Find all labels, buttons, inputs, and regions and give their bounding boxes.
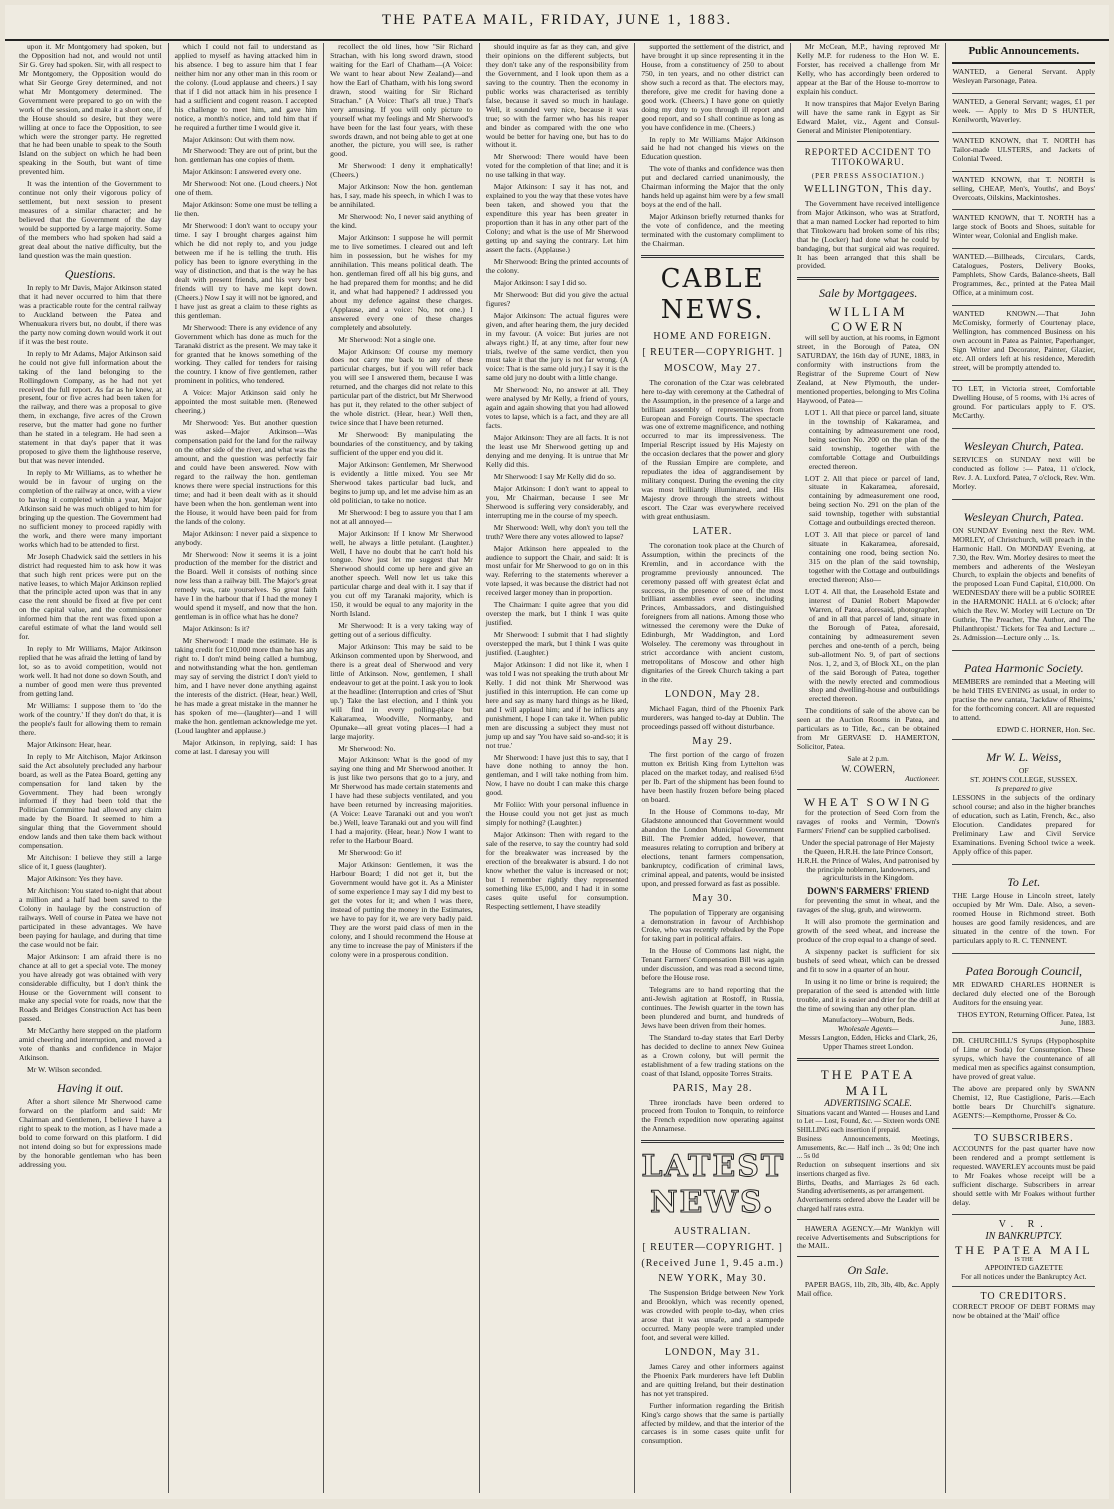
ad-text: TO LET, in Victoria street, Comfortable Dwelling House, of 5 rooms, with 1¼ acres of ground. For particulars apply to F. O'S. McCarthy.	[952, 383, 1096, 420]
dateline: LONDON, May 31.	[664, 1347, 761, 1358]
paragraph: Major Atkinson: If I know Mr Sherwood well, he always a little petulant. (Laughter.) Well, I have no doubt that he can't hold his tongue. Now just let me suggest that Mr Sherwood should come up here and give an another speech. Well now let us take this particular charge and deal with it. I say that if you cut off my Taranaki majority, which is 150, it would be equal to any majority in the North Island.	[330, 528, 473, 619]
column-5	[635, 43, 791, 1493]
paragraph: Mr Sherwood: I deny it emphatically! (Cheers.)	[330, 161, 473, 180]
paragraph: Major Atkinson: I suppose he will permit me to live sometimes. I cleared out and left him in possession, but he wishes for my annihilation. This means political death. The hon. gentleman fired off all his big guns, and he had prepared them for months; and he did it, and what had happened? I addressed you about my defence against these charges. (Applause, and a voice: No, not one.) I answered every one of these charges completely and absolutely.	[330, 233, 473, 332]
paragraph: Mr Aitchison: You stated to-night that about a million and a half had been saved to the Colony in haulage by the construction of railways. Well of course in Patea we have not participated in these advantages. We have been paying for haulage, and during that time the case would not be fair.	[19, 886, 162, 949]
columns	[13, 43, 1101, 1493]
paragraph: In reply to Mr Adams, Major Atkinson said he could not give full information about the taking of the land belonging to the Rollingdown Company, as he had not yet received the full report. As far as he knew, at present, four or five acres had been taken for the railway, and there was a proposal to give them, in exchange, five acres of the Crown reserve, but the matter had gone no further than he stated in a telegram. He had seen a statement in that day's paper that it was proposed to give them the lighthouse reserve, but that was never intended.	[19, 348, 162, 466]
lot-number: LOT 1.	[804, 407, 828, 417]
paragraph: Under the special patronage of Her Majesty the Queen, H.R.H. the late Prince Consort, H.R.H. the Prince of Wales, And patronised by the principle noblemen, landowners, and agriculturists in the Kingdom.	[797, 837, 940, 883]
paragraph: Mr Sherwood: I submit that I had slightly overstepped the mark, but I think I was quite justified. (Laughter.)	[485, 630, 629, 658]
divider	[797, 141, 940, 142]
ad-text: ON SUNDAY Evening next the Rev. WM. MORLEY, of Christchurch, will preach in the Harmonic Hall. On MONDAY Evening, at 7.30, the Rev. Wm. Morley desires to meet the members and adherents of the Wesleyan Church, to explain the objects and benefits of the proposed Loan Fund Capital, £10,000. On WEDNESDAY there will be a public SOIREE in the HARMONIC HALL at 6 o'clock; after which the Rev. W. Morley will Lecture on 'Dr Guthrie, The Preacher, The Author, and The Philanthropist.' Tickets for Tea and Lecture ... 2s. Admission—Lecture only ... 1s.	[952, 525, 1096, 643]
newspaper-page	[5, 5, 1109, 1499]
appointed-gazette: APPOINTED GAZETTE	[984, 1263, 1063, 1273]
ad-text: WANTED.—Billheads, Circulars, Cards, Catalogues, Posters, Delivery Books, Pamphlets, Show Cards, Balance-sheets, Ball Programmes, &c., printed at the Patea Mail Office, at a minimum cost.	[952, 252, 1096, 298]
section-heading-questions: Questions.	[64, 266, 116, 281]
tutor-heading: Mr W. L. Weiss,	[986, 749, 1062, 764]
paragraph: The vote of thanks and confidence was then put and declared carried unanimously, the Chairman informing the Major that the only hands held up against him were by a few small boys at the end of the hall.	[641, 164, 784, 210]
lot-item	[797, 475, 940, 529]
bankruptcy-notice	[952, 1215, 1095, 1287]
to-let-notice	[952, 865, 1095, 954]
dateline: NEW YORK, May 30.	[658, 1273, 767, 1285]
paragraph: Mr Sherwood: Yes. But another question was asked—Major Atkinson—Was compensation paid for the land for the railway on the other side of the river, and what was the amount, and the question was perfectly fair and could have been answered. Now with regard to the railway the hon. gentleman knows there were special instructions for this time; and had it been dealt with as it should have been when the hon. gentleman went into the House, it would have been paid for from the lands of the colony.	[174, 418, 318, 526]
paragraph: The first portion of the cargo of frozen mutton ex British King from Lyttelton was placed on the market today, and realised 6½d per lb. Part of the shipment has been found to have been hastily frozen before being placed on board.	[641, 750, 784, 805]
classified-ad	[952, 306, 1095, 381]
column-6	[791, 43, 947, 1493]
tutor-notice	[952, 740, 1095, 865]
dateline: May 30.	[692, 892, 733, 904]
farmers-friend-heading: DOWN'S FARMERS' FRIEND	[807, 886, 930, 897]
manufactory: Manufactory—Woburn, Beds.	[822, 1015, 915, 1025]
paragraph: will sell by auction, at his rooms, in Egmont street, in the Borough of Patea, ON SATURDAY, the 16th day of JUNE, 1883, in conformity with instructions from the Registrar of the Supreme Court of New Zealand, at New Plymouth, the under-mentioned properties, belonging to Mrs Colina Haywood, of Patea—	[796, 333, 940, 405]
paragraph: recollect the old lines, how "Sir Richard Strachan, with his long sword drawn, stood waiting for the Earl of Chatham—(A Voice: We want to hear about New Zealand)—and how the Earl of Chatham, with his long sword drawn, stood waiting for Sir Richard Strachan." (A Voice: That's all true.) That's very amusing. If you will only picture to yourself what my feelings and Mr Sherwood's have been for the last four years, with these swords drawn, and not being able to get at one another, the picture, you will see, is rather good.	[330, 43, 473, 159]
paragraph: Major Atkinson: This may be said to be Atkinson commented upon by Sherwood, and there is a great deal of Sherwood and very little of Atkinson. Now, gentlemen, I shall endeavour to get at the point. I ask you to look at the headline: (Interruption and cries of 'Shut up.') Take the last election, and I think you will find in every polling-place but Kakaramea, Woodville, Normanby, and Opunake—all great voting places—I had a large majority.	[330, 642, 473, 741]
council-heading: Patea Borough Council,	[965, 963, 1083, 978]
auctioneer-name: WILLIAM COWERN	[828, 303, 908, 334]
paragraph: In using it no lime or brine is required; the preparation of the seed is attended with little trouble, and it is easier and drier for the drill at the time of sowing than any other plan.	[796, 976, 940, 1013]
creditors-heading: TO CREDITORS.	[980, 1291, 1068, 1303]
paragraph: Mr Sherwood: There would have been voted for the completion of that line; and it is no use talking in that way.	[485, 152, 629, 180]
paragraph: Mr Sherwood: I say Mr Kelly did do so.	[493, 471, 616, 481]
classified-ad	[952, 94, 1095, 133]
advertising-scale-heading: ADVERTISING SCALE.	[824, 1097, 912, 1108]
paragraph: The coronation took place at the Church of Assumption, within the precincts of the Kremlin, and in accordance with the programme previously announced. The ceremony passed off with greatest éclat and success, in the presence of one of the most brilliant assemblies ever seen, including Princes, Ambassadors, and distinguished foreigners from all nations. Among those who witnessed the ceremony were the Duke of Edinburgh, Mr Waddington, and Lord Wolseley. The ceremony was throughout in strict accordance with ancient custom, metropolitans of Moscow and other high dignitaries of the Greek Church taking a part in the rite.	[641, 540, 784, 685]
paragraph: In reply to Mr Williams, as to whether he would be in favour of urging on the completion of the railway at once, with a view to having it completed within a year, Major Atkinson said he was much obliged to him for bringing up the question. The Government had no sufficient money to proceed rapidly with the work, and there were many important works which had to be attended to first.	[19, 468, 162, 549]
received-note: (Received June 1, 9.45 a.m.)	[641, 1257, 784, 1269]
column-2	[169, 43, 325, 1493]
paragraph: which I could not fail to understand as applied to myself as having attacked him in his absence. I beg to assure him that I fear neither him nor any other man in this room or the colony. (Loud applause and cheers.) I say that if I did not attack him in his presence I had a sufficient and cogent reason. I accepted his challenge to meet him, and gave him notice, a month's notice, and told him that if he required a further time I would give it.	[174, 43, 318, 132]
latest-news-heading: LATEST NEWS.	[641, 1149, 786, 1220]
paragraph: Mr Sherwood: Well, why don't you tell the truth? Were there any votes allowed to lapse?	[485, 522, 629, 541]
paragraph: supported the settlement of the district, and have brought it up since representing it in the House, from a constituency of 250 to about 750, in ten years, and no other district can show such a record as that. The electors may, therefore, give me credit for having done a good work. (Cheers.) I have gone on quietly doing my duty to you through ill report and good report, and so I shall continue as long as you have confidence in me. (Cheers.)	[641, 43, 784, 132]
sale-heading: Sale by Mortgagees.	[819, 286, 918, 301]
paragraph: Michael Fagan, third of the Phoenix Park murderers, was hanged to-day at Dublin. The proceedings passed off without disturbance.	[641, 703, 784, 731]
paragraph: Mr Sherwood: By manipulating the boundaries of the constituency, and by taking sufficient of the upper end you did it.	[330, 430, 473, 457]
dateline: MOSCOW, May 27.	[663, 362, 762, 374]
church-heading: Wesleyan Church, Patea.	[963, 509, 1084, 524]
wheat-sowing-heading: WHEAT SOWING	[803, 794, 933, 809]
church-notice	[952, 500, 1095, 652]
mail-title: THE PATEA MAIL	[820, 1067, 916, 1098]
home-foreign-subheading: HOME AND FOREIGN.	[653, 331, 772, 343]
ad-text: SERVICES on SUNDAY next will be conducted as follow :— Patea, 11 o'clock, Rev. J. A. Luxford. Patea, 7 o'clock, Rev. Wm. Morley.	[952, 454, 1096, 491]
dateline: WELLINGTON, This day.	[804, 184, 933, 195]
agents: Messrs Langton, Edden, Hicks and Clark, 26, Upper Thames street London.	[799, 1033, 938, 1052]
paragraph: It will also promote the germination and growth of the seed wheat, and increase the produce of the crop equal to a change of seed.	[796, 916, 940, 944]
paragraph: Mr Sherwood: Now it seems it is a joint production of the member for the district and the Board. Well it consists of nothing since now less than a railway bill. The Major's great remedy was, rate yourselves. So great faith have I in the harbour that if I had the money I would spend it myself, and now that the hon. gentleman is in office what has he done?	[174, 549, 318, 622]
classified-ad	[952, 210, 1095, 249]
paragraph: Mr Sherwood: There is any evidence of any Government which has done as much for the Taranaki district as the present. We may take it for granted that he knows something of the working. They called for tenders for raising the country. I know of five gentlemen, rather prominent in politics, who tendered.	[174, 322, 318, 386]
advertising-scale	[797, 1109, 940, 1214]
paragraph: Mr Sherwood: No, I never said anything of the kind.	[330, 212, 473, 231]
to-let-heading: To Let.	[1007, 874, 1041, 889]
classified-ad	[952, 172, 1095, 211]
bankruptcy-heading: IN BANKRUPTCY.	[985, 1231, 1063, 1243]
ad-text: WANTED KNOWN, that T. NORTH is selling, CHEAP, Men's, Youths', and Boys' Overcoats, Oilskins, Mackintoshes.	[952, 174, 1096, 202]
classified-ad	[952, 133, 1095, 172]
divider	[797, 1058, 940, 1061]
dateline: May 29.	[692, 735, 733, 747]
royal-cipher: V. R.	[998, 1219, 1049, 1231]
lot-number: LOT 2.	[804, 473, 830, 483]
dateline: PARIS, May 28.	[672, 1082, 753, 1094]
paragraph: It now transpires that Major Evelyn Baring will have the same rank in Egypt as Sir Edward Malet, viz., Agent and Consul-General and Minister Plenipotentiary.	[796, 98, 940, 135]
lot-item	[797, 531, 940, 585]
masthead: THE PATEA MAIL, FRIDAY, JUNE 1, 1883.	[5, 5, 1109, 41]
mail-title: THE PATEA MAIL	[954, 1243, 1093, 1258]
paragraph: Mr Aitchison: I believe they still a large slice of it, I guess (laughter).	[19, 853, 162, 872]
ad-text: ACCOUNTS for the past quarter have now been rendered and a prompt settlement is requested. WAVERLEY accounts must be paid to Mr Foakes whose receipt will be a sufficient discharge. Subscribers in arrear should settle with Mr Foakes without further delay.	[952, 1143, 1096, 1207]
lot-text: All that piece or parcel of land, situate in Kakaramea, aforesaid, containing by admeasurement one rood, being section No. 291 on the plan of the said township, together with substantial Cottage and outbuildings erected thereon.	[808, 473, 940, 528]
signature: THOS EYTON, Returning Officer. Patea, 1st June, 1883.	[957, 1009, 1096, 1028]
tutor-prep: Is prepared to give	[995, 784, 1053, 794]
paragraph: Major Atkinson: Is it?	[182, 624, 250, 634]
paragraph: HAWERA AGENCY.—Mr Wanklyn will receive Advertisements and Subscriptions for the MAIL.	[796, 1223, 940, 1251]
paragraph: Major Atkinson: I answered every one.	[182, 167, 302, 177]
lot-number: LOT 4.	[804, 586, 829, 596]
sale-time: Sale at 2 p.m.	[847, 754, 889, 764]
paragraph: In reply to Mr Davis, Major Atkinson stated that it had never occurred to him that there was a practicable route for the central railway to Auckland between the Patea and Whenuakura rivers but, no doubt, if there was the party now coming down would work it out if it was the best route.	[19, 283, 162, 346]
ad-text: WANTED, a General Servant; wages, £1 per week. — Apply to Mrs D S HUNTER, Kenilworth, Waverley.	[952, 96, 1096, 124]
paragraph: Major Atkinson: Of course my memory does not carry me back to any of these particular charges, but if you will refer back you will see I answered them, because I was returned, and the charges did not relate to this particular part of the district, but Mr Sherwood has put it, they related to the other subject of the whole district. (Hear, hear.) Well then, twice since that I have been returned.	[330, 346, 473, 428]
ad-text: MEMBERS are reminded that a Meeting will be held THIS EVENING as usual, in order to practise the new cantata, 'Jackdaw of Rheims,' for the forthcoming concert. All are requested to attend.	[952, 677, 1096, 723]
paragraph: In reply to Mr Aitchison, Major Atkinson said the Act absolutely precluded any harbour board, as well as the Patea Board, getting any compensation for land taken by the Government. They had been wrongly informed if they had been told that the Politician Committee had allowed any claim made by the Board. It seemed to him a singular thing that the Government should endow lands and then take them back without compensation.	[19, 751, 162, 851]
paragraph: The Government have received intelligence from Major Atkinson, who was at Stratford, that a man named Locker had reported to him that Titokowaru had broken some of his ribs; that he (Locker) had done what he could by bandaging, but that surgical aid was required. It has been arranged that this shall be provided.	[796, 198, 940, 271]
paragraph: Major Atkinson: Now the hon. gentleman has, I say, made his speech, in which I was to be annihilated.	[330, 182, 473, 210]
divider	[797, 789, 940, 790]
paragraph: Mr Sherwood: I made the estimate. He is taking credit for £10,000 more than he has any right to. I don't mind being called a humbug, and notwithstanding what the hon. gentleman may say of serving the district I don't yield to him, and I have never done anything against the interests of the district. (Hear, hear.) Well, he has made a great mistake in the manner he has spoken of me—(laughter)—and I will make the hon. gentleman acknowledge me yet. (Loud laughter and applause.)	[174, 636, 318, 735]
classified-ad	[952, 381, 1095, 429]
paragraph: Major Atkinson here appealed to the audience to support the Chair, and said: It is most unfair for Mr Sherwood to go on in this way. Referring to the statements wherever a vote lapsed, it was because the district had not received larger money than in proportion.	[485, 543, 629, 598]
paragraph: In reply to Mr Williams, Major Atkinson replied that he was afraid the letting of land by lot, so as to avoid competition, would not work well. It had not done so down South, and a number of good men were thus prevented from getting land.	[19, 644, 162, 698]
paragraph: James Carey and other informers against the Phoenix Park murderers have left Dublin and are quitting Ireland, but their destination has not yet transpired.	[641, 1361, 784, 1398]
paragraph: Major Atkinson: Gentlemen, Mr Sherwood is evidently a little mixed. You see Mr Sherwood takes particular bad luck, and begins to jump up, and let me advise him as an old politician, to take no notice.	[330, 459, 473, 505]
divider	[797, 1256, 940, 1257]
paragraph: In the House of Commons last night, the Tenant Farmers' Compensation Bill was again under discussion, and was read a second time, before the House rose.	[641, 946, 784, 983]
lot-text: All that piece or parcel land, situate in the township of Kakaramea, and containing by admeasurement one rood, being section No. 200 on the plan of the said township, together with the comfortable Cottage and Outbuildings erected thereon.	[808, 407, 940, 471]
sale-role: Auctioneer.	[905, 773, 940, 783]
paragraph: Major Atkinson: They are all facts. It is not the least use Mr Sherwood getting up and denying and me denying. It is untrue that Mr Kelly did this.	[485, 433, 629, 469]
paragraph: Mr Sherwood: Bring the printed accounts of the colony.	[485, 256, 629, 275]
paragraph: Three ironclads have been ordered to proceed from Toulon to Tonquin, to reinforce the French expedition now operating against the Annamese.	[641, 1097, 784, 1134]
press-association-note: (PER PRESS ASSOCIATION.)	[811, 171, 925, 180]
scale-row: Business Announcements, Meetings, Amusements, &c.— Half inch ... 3s 0d; One inch ... 5s 0d	[796, 1134, 940, 1161]
is-the: IS THE	[1014, 1257, 1033, 1264]
lot-item	[797, 409, 940, 472]
paragraph: The Standard to-day states that Earl Derby has decided to decline to annex New Guinea as a Crown colony, but will permit the establishment of a few trading stations on the coast of that Island, opposite Torres Straits.	[641, 1032, 784, 1078]
paragraph: Major Atkinson: The actual figures were given, and after hearing them, the jury decided in my favour. (A voice: But juries are not always right.) If, at any time, after four new trials, twelve of the same verdict, then you must take it that the jury is not far wrong. (A voice: That is the same old jury.) I say it is the same old jury no doubt with a little change.	[485, 310, 629, 383]
on-sale-heading: On Sale.	[847, 1263, 889, 1278]
agents-heading: Wholesale Agents—	[837, 1024, 899, 1034]
lot-text: All that piece or parcel of land situate in Kakaramea, aforesaid, containing one rood, being section No. 315 on the plan of the said township, together with the Cottage and outbuildings erected thereon; Also—	[808, 530, 940, 585]
column-4	[480, 43, 636, 1493]
paragraph: Major Atkinson: I say it has not, and explained to you the way that these votes have been taken, and showed you that the expenditure this year has been greater in proportion than it has in any other part of the Colony; and what is the use of Mr Sherwood getting up and saying the contrary. Let him assert the facts. (Applause.)	[485, 182, 629, 254]
paragraph: for preventing the smut in wheat, and the ravages of the slug, grub, and wireworm.	[796, 896, 940, 914]
paragraph: The coronation of the Czar was celebrated here to-day with ceremony at the Cathedral of the Assumption, in the presence of a large and brilliant assembly of representatives from European and Foreign Courts. The spectacle was one of extreme magnificence, and nothing occurred to mar its impressiveness. The Imperial Rescript issued by His Majesty on the occasion declares that the power and glory of the Russian Empire are complete, and repudiates the idea of aggrandisement by military conquest. During the evening the city was most brilliantly illuminated, and His Majesty drove through the streets without escort. The Czar was everywhere received with great enthusiasm.	[641, 377, 784, 521]
reuter-copyright: [ REUTER—COPYRIGHT. ]	[642, 1241, 783, 1253]
ad-text: WANTED, a General Servant. Apply Wesleyan Parsonage, Patea.	[952, 66, 1096, 85]
paragraph: Major Atkinson briefly returned thanks for the vote of confidence, and the meeting terminated with the customary compliment to the Chairman.	[641, 212, 784, 249]
column-7	[946, 43, 1101, 1493]
paragraph: Mr Foliio: With your personal influence in the House could you not get just as much simply for nothing? (Laughter.)	[485, 800, 629, 828]
ad-text: DR. CHURCHILL'S Syrups (Hypophosphite of Lime or Soda) for Consumption. These syrups, which have the countenance of all medical men as specifics against consumption, have proved of great value.	[952, 1036, 1096, 1082]
paragraph: Major Atkinson: Out with them now.	[182, 134, 295, 144]
creditors-notice	[952, 1287, 1095, 1328]
paragraph: Major Atkinson: Gentlemen, it was the Harbour Board; I did not get it, but the Government would have got it. As a Minister of some experience I may say I did my best to get the votes for it; and when I was there, instead of putting the money in the Estimates, we have to pay for it, we are very badly paid. They are the worst paid class of men in the colony, and I should recommend the House at any time to increase the pay of Ministers if the colony were in a prosperous condition.	[330, 859, 473, 959]
dateline: LATER.	[692, 525, 733, 537]
lot-number: LOT 3.	[804, 530, 830, 540]
ad-text: CORRECT PROOF OF DEBT FORMS may now be obtained at the 'Mail' office	[952, 1302, 1096, 1320]
paragraph: should inquire as far as they can, and give their opinions on the different subjects, but they don't take any of the responsibility from the Government, and I look upon them as a saving to the country. Then the economy in public works was characterised as terribly false, because it saved so much in haulage. Well, it sounded very nice, because it was true; so with the farmer who has his reaper and binder as compared with the one who would be better for having one, but has to do without it.	[485, 43, 629, 150]
ad-text: WANTED KNOWN, that T. NORTH has a large stock of Boots and Shoes, suitable for Winter wear, Colonial and English make.	[952, 213, 1096, 241]
paragraph: Mr McCarthy here stepped on the platform amid cheering and interruption, and moved a vote of thanks and confidence in Major Atkinson.	[19, 1026, 162, 1063]
paragraph: Major Atkinson: I am afraid there is no chance at all to get a special vote. The money you have already got was obtained with very considerable difficulty, but I don't think the House or the Government will consent to make any special vote for roads, now that the Roads and Bridges Construction Act has been passed.	[19, 951, 162, 1024]
paragraph: upon it. Mr Montgomery had spoken, but the Opposition had not, and would not until Sir G. Grey had spoken. Sir, with all respect to Mr Montgomery, the Opposition would do what Sir George Grey determined, and not what Mr Montgomery determined. The Government were prepared to go on with the work of the session, and make it a short one, if the House should so desire, but they were willing at once to face the Opposition, to see which were the stronger party. He regretted that he had been unable to speak to the South Island on the subject on which he had been speaking in the South, but want of time prevented him.	[19, 43, 162, 177]
ad-text: WANTED KNOWN, that T. NORTH has Tailor-made ULSTERS, and Jackets of Colonial Tweed.	[952, 135, 1096, 163]
paragraph: Mr Sherwood: I have just this to say, that I have done nothing to annoy the hon. gentleman, and I will take nothing from him. Now, I have no doubt I can make this charge good.	[485, 752, 629, 798]
paragraph: Major Atkinson, in replying, said: I has come at last. I daresay you will	[174, 737, 318, 756]
paragraph: Mr Sherwood: Not a single one.	[338, 334, 436, 344]
classified-ad	[952, 64, 1095, 94]
paragraph: Mr McCean, M.P., having reproved Mr Kelly M.P. for rudeness to the Hon W. E. Forster, has received a challenge from Mr Kelly, who has accordingly been ordered to appear at the Bar of the House to-morrow to explain his conduct.	[796, 43, 940, 96]
paragraph: Telegrams are to hand reporting that the anti-Jewish agitation at Rostoff, in Russia, continues. The Jewish quarter in the town has been plundered and burnt, and hundreds of Jews have been driven from their homes.	[641, 985, 784, 1030]
subscribers-heading: TO SUBSCRIBERS.	[973, 1133, 1074, 1145]
scale-row: Situations vacant and Wanted — Houses and Land to Let — Lost, Found, &c. — Sixteen words ONE SHILLING each insertion if prepaid.	[796, 1108, 940, 1135]
signature: EDWD C. HORNER, Hon. Sec.	[996, 725, 1096, 734]
council-notice	[952, 954, 1095, 1034]
society-heading: Patea Harmonic Society.	[963, 661, 1084, 676]
lot-text: All that, the Leasehold Estate and interest of Daniel Robert Mapowder Warren, of Patea, aforesaid, photographer, of and in all that parcel of land, situate in the Borough of Patea, aforesaid, containing by admeasurement seven perches and one-tenth of a perch, being sub-allotment No. 9, of part of sections Nos. 1, 2, and 3, of Block XI., on the plan of the said Borough of Patea, together with the newly erected and commodious shop and dwelling-house and outbuildings erected thereon.	[808, 586, 940, 704]
divider	[641, 1140, 784, 1143]
paragraph: Major Atkinson: Hear, hear.	[27, 739, 112, 749]
paragraph: Mr Williams: I suppose them to 'do the work of the country.' If they don't do that, it is the people's fault for allowing them to remain there.	[19, 700, 162, 737]
paragraph: Mr Sherwood: I beg to assure you that I am not at all annoyed—	[330, 507, 473, 526]
classified-ad	[952, 249, 1095, 306]
section-heading-having-it-out: Having it out.	[57, 1081, 124, 1096]
paragraph: Mr Sherwood: It is a very taking way of getting out of a serious difficulty.	[330, 621, 473, 640]
tutor-of: OF	[1018, 766, 1029, 776]
paragraph: After a short silence Mr Sherwood came forward on the platform and said: Mr Chairman and Gentlemen, I believe I have a right to speak to the motion, as I have made a bold to come forward on this platform. I did not intend doing so but for expressions made by the honorable gentleman who has been addressing you.	[19, 1097, 162, 1169]
paragraph: Mr Sherwood: Not one. (Loud cheers.) Not one of them.	[174, 179, 318, 198]
australian-subheading: AUSTRALIAN.	[673, 1226, 752, 1238]
paragraph: for the protection of Seed Corn from the ravages of rooks and Vermin, 'Down's Farmers' Friend' can be supplied carbolised.	[796, 807, 940, 835]
ad-text: THE Large House in Lincoln street, lately occupied by Mr Wm. Dale. Also, a seven-roomed House in Richmond street. Both houses are good family residences, and are situated in the centre of the town. For particulars apply to R. C. TENNENT.	[952, 890, 1096, 945]
paragraph: The Suspension Bridge between New York and Brooklyn, which was recently opened, was crowded with people to-day, when cries arose that it was unsafe, and a stampede occurred. Many people were trampled under foot, and several were killed.	[641, 1288, 784, 1343]
paragraph: Mr Sherwood: Go it!	[338, 848, 403, 858]
paragraph: Further information regarding the British King's cargo shows that the same is partially affected by mildew, and that the interior of the carcases is in some cases quite unfit for consumption.	[641, 1400, 784, 1446]
paragraph: Mr Sherwood: No, no answer at all. They were analysed by Mr Kelly, a friend of yours, again and again showing that you had allowed votes to lapse, which is a fact, and they are all facts.	[485, 385, 629, 431]
paragraph: Major Atkinson: I say I did so.	[493, 277, 587, 287]
paragraph: The population of Tipperary are organising a demonstration in favour of Archbishop Croke, who was recently rebuked by the Pope for taking part in political affairs.	[641, 907, 784, 944]
ad-text: WANTED KNOWN.—That John McComisky, formerly of Courtenay place, Wellington, has commenced Business on his own account in Patea as Painter, Paperhanger, Sign Writer and Decorator, Painter, Glazier, etc. All orders left at his residence, Meredith street, will be promptly attended to.	[952, 309, 1096, 372]
paragraph: It was the intention of the Government to continue not only their vigorous policy of settlement, but next session to present measures of a similar character; and he believed that the Government of the day would be supported by a large majority. Some of the members who had spoken had said a great deal about the native difficulty, but the land question was the main question.	[19, 179, 162, 260]
paragraph: Mr Sherwood: No.	[338, 743, 396, 753]
paragraph: Major Atkinson: I don't want to appeal to you, Mr Chairman, because I see Mr Sherwood is suffering very considerably, and interrupting me in the course of my speech.	[485, 483, 629, 520]
paragraph: Mr W. Wilson seconded.	[27, 1065, 102, 1075]
column-1	[13, 43, 169, 1493]
society-notice	[952, 651, 1095, 740]
paragraph: Major Atkinson: I never paid a sixpence to anybody.	[174, 528, 318, 547]
medicine-ad	[952, 1033, 1095, 1129]
paragraph: Mr Joseph Chadwick said the settlers in his district had requested him to ask how it was that such high rent prices were put on the native leases, to which Major Atkinson replied that the principle acted upon was that in any case the rent should be fixed at five per cent on the capital value, and the commissioner informed him that the rent was fixed upon a careful estimate of what the land would sell for.	[19, 551, 162, 642]
subscribers-notice	[952, 1129, 1095, 1215]
paragraph: Major Atkinson: I did not like it, when I was told I was not speaking the truth about Mr Kelly. I did not think Mr Sherwood was justified in this interruption. He can come up here and say as many hard things as he liked, and I will applaud him; and if he inflicts any punishment, I hope I can take it. When public men are discussing a subject they must not jump up and say 'You have said so-and-so; it is not true.'	[485, 660, 629, 750]
paragraph: Mr Sherwood: But did you give the actual figures?	[485, 289, 629, 308]
paragraph: PAPER BAGS, 1lb, 2lb, 3lb, 4lb, &c. Apply Mail office.	[796, 1279, 940, 1298]
church-notice	[952, 429, 1095, 500]
reuter-copyright: [ REUTER—COPYRIGHT. ]	[642, 347, 783, 359]
divider	[797, 277, 940, 280]
paragraph: In the House of Commons to-day, Mr Gladstone announced that Government would abandon the London Municipal Government Bill. The Premier added, however, that measures relating to corruption and bribery at elections, tenant farmers compensation, bankruptcy, codification of criminal laws, criminal appeal, and patents, would be insisted upon, and pressed forward as fast as possible.	[641, 807, 784, 888]
ad-text: The above are prepared only by SWANN Chemist, 12, Rue Castiglione, Paris.—Each bottle bears Dr Churchill's signature. AGENTS:—Kempthorne, Prosser & Co.	[952, 1084, 1096, 1121]
paragraph: Mr Sherwood: They are out of print, but the hon. gentleman has one copies of them.	[174, 146, 318, 165]
paragraph: Major Atkinson: Yes they have.	[27, 874, 123, 884]
paragraph: Mr Sherwood: I don't want to occupy your time. I say I brought charges against him which he did not reply to, and you judge between me if he is telling the truth. His policy has been to ignore everything in the way of distinction, and that is the way he has dealt with present friends, and his very best friends will try to have me kept down. (Cheers.) Now I say it will not be ignored, and I have just as great a claim to these rights as this gentleman.	[174, 221, 318, 320]
dateline: LONDON, May 28.	[664, 689, 761, 700]
paragraph: In reply to Mr Williams Major Atkinson said he had not changed his views on the Education question.	[641, 134, 784, 162]
paragraph: Major Atkinson: Some one must be telling a lie then.	[174, 200, 318, 219]
accident-heading: REPORTED ACCIDENT TO TITOKOWARU.	[804, 146, 932, 168]
paragraph: The conditions of sale of the above can be seen at the Auction Rooms in Patea, and particulars as to Title, &c., can be obtained from Mr GERVASE D. HAMERTON, Solicitor, Patea.	[796, 706, 940, 752]
public-announcements-heading: Public Announcements.	[952, 43, 1095, 64]
paragraph: The Chairman: I quite agree that you did overstep the mark, but I think I was quite justified.	[485, 600, 629, 628]
sale-signature: W. COWERN,	[841, 764, 895, 775]
scale-row: Advertisements ordered above the Leader will be charged half rates extra.	[796, 1196, 940, 1213]
tutor-college: ST. JOHN'S COLLEGE, SUSSEX.	[969, 775, 1078, 785]
divider	[797, 1219, 940, 1220]
column-3	[324, 43, 480, 1493]
scale-row: Reduction on subsequent insertions and six insertions charged as five.	[796, 1161, 940, 1178]
lot-item	[797, 588, 940, 704]
cable-news-heading: CABLE NEWS.	[660, 263, 765, 325]
paragraph: Major Atkinson: What is the good of my saying one thing and Mr Sherwood another. It is just like two persons that go to a jury, and Mr Sherwood has made certain statements and I have had these subjects ventilated, and you have been returned by increasing majorities. (A Voice: Leave Taranaki out and you won't be.) Well, leave Taranaki out and you will find I had a majority. (Hear, hear.) Now I want to refer to the Harbour Board.	[330, 755, 473, 846]
scale-row: Births, Deaths, and Marriages 2s 6d each. Standing advertisements, as per arrangement.	[796, 1178, 940, 1196]
paragraph: A Voice: Major Atkinson said only he appointed the most suitable men. (Renewed cheering.)	[174, 388, 318, 416]
paragraph: A sixpenny packet is sufficient for six bushels of seed wheat, which can be dressed and fit to sow in a quarter of an hour.	[796, 946, 940, 974]
ad-text: LESSONS in the subjects of the ordinary school course; and also in the higher branches of education, such as Latin, French, &c., also Elocution. Candidates prepared for Preliminary Law and Civil Service Examinations. Evening School twice a week. Apply office of this paper.	[952, 792, 1096, 856]
ad-text: For all notices under the Bankruptcy Act.	[961, 1272, 1087, 1282]
paragraph: Major Atkinson: Then with regard to the sale of the reserve, to say the country had sold for the breakwater was increased by the erection of the breakwater is absurd. I do not know whether the value is increased or not; but I remember rightly they represented something like £5,000, and I had it in some cases quite useful for consumption. Respecting settlement, I have steadily	[485, 830, 629, 911]
ad-text: MR EDWARD CHARLES HORNER is declared duly elected one of the Borough Auditors for the ensuing year.	[952, 979, 1096, 1007]
divider	[641, 255, 784, 258]
church-heading: Wesleyan Church, Patea.	[963, 438, 1084, 453]
